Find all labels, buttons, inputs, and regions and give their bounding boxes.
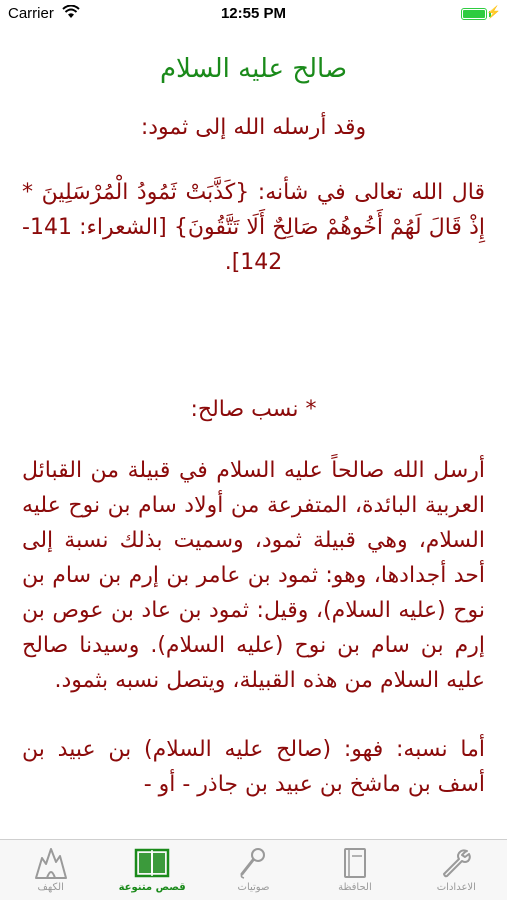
charging-icon: ⚡ [486, 5, 501, 19]
story-title: صالح عليه السلام [159, 54, 348, 84]
tab-label-stories: قصص متنوعة [118, 882, 186, 893]
tab-settings[interactable] [406, 840, 507, 900]
tab-label-cave: الكهف [37, 882, 64, 893]
verse-text: قال الله تعالى في شأنه: {كَذَّبَتْ ثَمُودُ الْمُرْسَلِينَ * إِذْ قَالَ لَهُمْ أَخُوهُمْ صَالِحٌ أَلَا تَتَّقُونَ} [الشعراء: 141-142]. [22, 180, 485, 275]
microphone-icon [236, 846, 272, 880]
notebook-icon [337, 846, 373, 880]
status-time: 12:55 PM [220, 5, 287, 22]
tab-bar [0, 839, 507, 900]
tab-audio[interactable] [203, 840, 304, 900]
cave-icon [33, 846, 69, 880]
lineage-paragraph: أرسل الله صالحاً عليه السلام في قبيلة من القبائل العربية البائدة، المتفرعة من أولاد سام بن نوح عليه السلام، وهي قبيلة ثمود، وسميت بذلك نسبة إلى أحد أجدادها، وهو: ثمود بن عامر بن إرم بن سام بن نوح (عليه السلام)، وقيل: ثمود بن عاد بن عوص بن إرم بن سام بن نوح (عليه السلام). وسيدنا صالح عليه السلام من هذه القبيلة، ويتصل نسبه بثمود. [22, 458, 485, 693]
tab-stories[interactable] [101, 840, 202, 900]
lineage-heading: * نسب صالح: [190, 397, 317, 422]
status-bar [0, 0, 507, 28]
wrench-icon [438, 846, 474, 880]
battery-level [463, 10, 485, 18]
carrier-label: Carrier [8, 5, 54, 22]
battery-icon [461, 8, 487, 20]
story-content[interactable] [0, 28, 507, 840]
tab-label-settings: الاعدادات [436, 882, 476, 893]
tab-label-notebook: الحافظة [338, 882, 372, 893]
tab-cave[interactable] [0, 840, 101, 900]
tab-notebook[interactable] [304, 840, 405, 900]
nasab-paragraph: أما نسبه: فهو: (صالح عليه السلام) بن عبيد بن أسف بن ماشخ بن عبيد بن جاذر - أو - [22, 737, 485, 797]
book-icon [134, 846, 170, 880]
tab-label-audio: صوتيات [237, 882, 270, 893]
intro-text: وقد أرسله الله إلى ثمود: [140, 115, 367, 140]
